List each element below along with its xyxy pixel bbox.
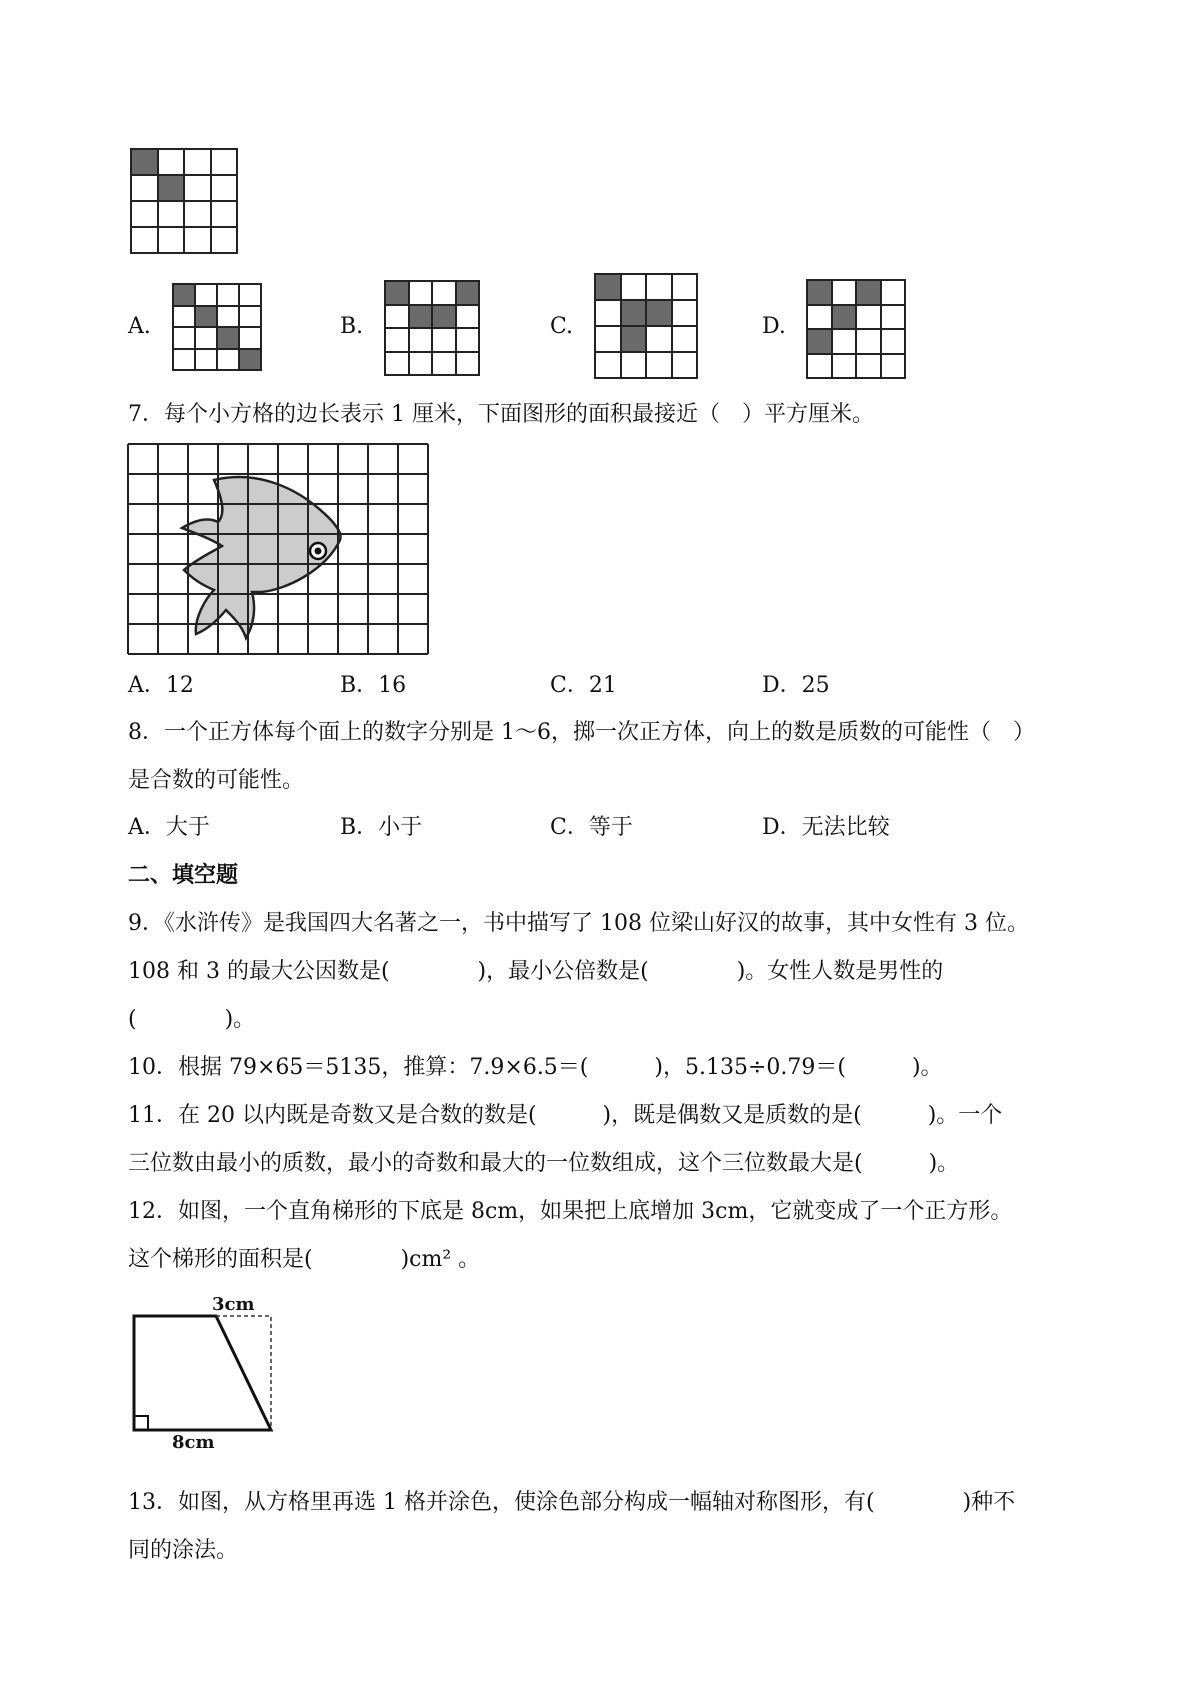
right-angle-mark: [134, 1416, 148, 1430]
q6-option-a-label[interactable]: A.: [128, 314, 151, 339]
q8-option-d[interactable]: D．无法比较: [762, 815, 890, 840]
q12-question-line2: 这个梯形的面积是( )cm² 。: [128, 1247, 481, 1272]
trapezoid-shape: [134, 1316, 271, 1430]
q9-question-line2: 108 和 3 的最大公因数是( )，最小公倍数是( )。女性人数是男性的: [128, 959, 944, 984]
top-length-label: 3cm: [212, 1294, 255, 1315]
q11-question-line1: 11．在 20 以内既是奇数又是合数的数是( )，既是偶数又是质数的是( )。一个: [128, 1103, 1003, 1128]
q6-option-b-grid[interactable]: [384, 280, 480, 376]
fish-eye-icon: [310, 543, 326, 559]
bottom-length-label: 8cm: [172, 1432, 215, 1450]
q6-option-c-grid[interactable]: [594, 273, 698, 379]
q9-question-line3: ( )。: [128, 1007, 256, 1032]
q8-question-line2: 是合数的可能性。: [128, 768, 305, 793]
q8-option-b[interactable]: B．小于: [340, 815, 423, 840]
q8-option-c[interactable]: C．等于: [550, 815, 633, 840]
section-heading-fill-in: 二、填空题: [128, 863, 239, 888]
q12-trapezoid-figure: [126, 1290, 286, 1450]
q6-option-a-grid[interactable]: [172, 283, 262, 371]
q6-option-d-label[interactable]: D.: [762, 314, 786, 339]
q12-question-line1: 12．如图，一个直角梯形的下底是 8cm，如果把上底增加 3cm，它就变成了一个正方形。: [128, 1199, 1013, 1224]
q6-reference-grid: [130, 148, 238, 254]
q7-option-c[interactable]: C．21: [550, 673, 617, 698]
q7-option-b[interactable]: B．16: [340, 673, 407, 698]
q6-option-b-label[interactable]: B.: [340, 314, 364, 339]
q7-option-d[interactable]: D．25: [762, 673, 830, 698]
q8-question-line1: 8．一个正方体每个面上的数字分别是 1～6，掷一次正方体，向上的数是质数的可能性（ ）: [128, 720, 1035, 745]
q13-question-line2: 同的涂法。: [128, 1538, 239, 1563]
q11-question-line2: 三位数由最小的质数，最小的奇数和最大的一位数组成，这个三位数最大是( )。: [128, 1151, 960, 1176]
q7-fish-grid-figure: [126, 442, 430, 656]
q6-option-c-label[interactable]: C.: [550, 314, 574, 339]
q10-question: 10．根据 79×65＝5135，推算：7.9×6.5＝( )，5.135÷0.79＝( )。: [128, 1055, 943, 1080]
q6-option-d-grid[interactable]: [806, 279, 906, 379]
q8-option-a[interactable]: A．大于: [128, 815, 210, 840]
q13-question-line1: 13．如图，从方格里再选 1 格并涂色，使涂色部分构成一幅轴对称图形，有( )种不: [128, 1490, 1016, 1515]
q7-option-a[interactable]: A．12: [128, 673, 194, 698]
q9-question-line1: 9．《水浒传》是我国四大名著之一，书中描写了 108 位梁山好汉的故事，其中女性有 3 位。: [128, 911, 1029, 936]
q7-question: 7．每个小方格的边长表示 1 厘米，下面图形的面积最接近（ ）平方厘米。: [128, 402, 874, 427]
